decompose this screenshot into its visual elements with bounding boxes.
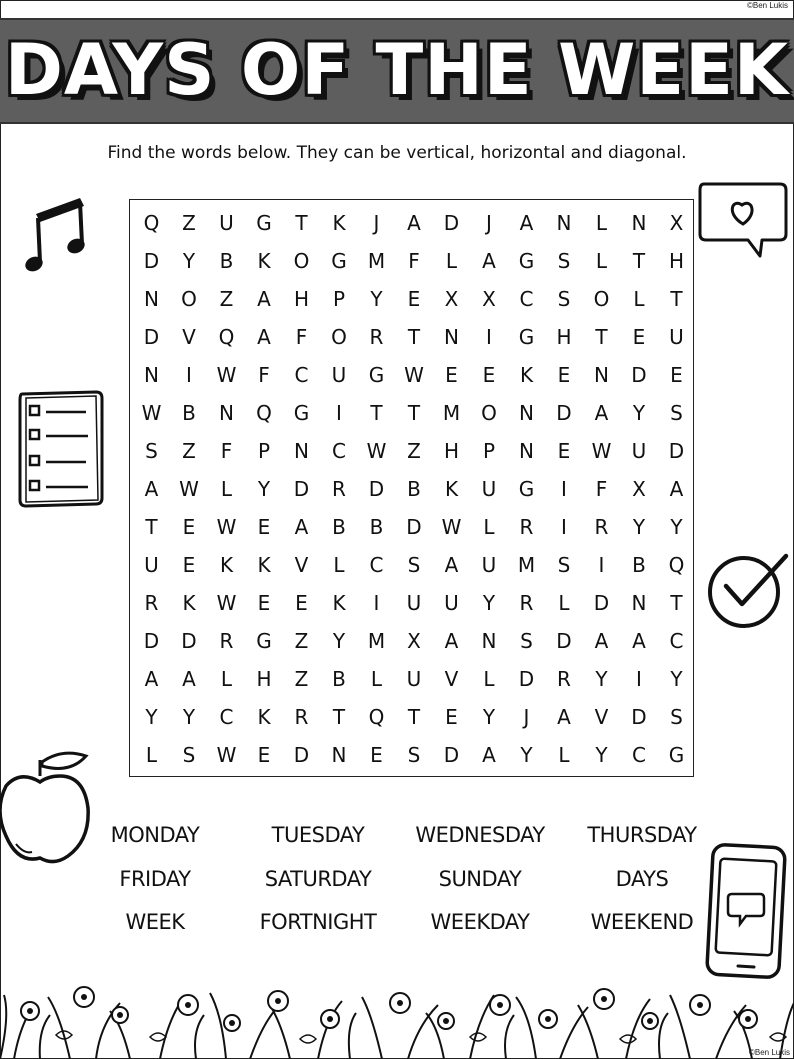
flowers-border [0,975,794,1059]
grid-letter[interactable]: N [144,363,159,387]
grid-letter[interactable]: S [557,287,571,311]
grid-letter[interactable]: C [294,363,309,387]
word-list-item: WEDNESDAY [415,823,545,847]
grid-letter[interactable]: V [182,325,196,349]
grid-letter[interactable]: T [295,211,308,235]
grid-letter[interactable]: Y [145,705,158,729]
grid-letter[interactable]: A [182,667,196,691]
grid-row [130,660,695,698]
grid-letter[interactable]: Y [595,667,608,691]
grid-row [130,470,695,508]
grid-letter[interactable]: D [556,401,572,425]
grid-letter[interactable]: D [443,211,460,235]
grid-letter[interactable]: Q [668,553,685,577]
grid-letter[interactable]: U [406,667,422,691]
copyright-bottom: ©Ben Lukis [748,1048,790,1057]
grid-letter[interactable]: R [519,515,534,539]
grid-letter[interactable]: H [668,249,685,273]
grid-letter[interactable]: T [407,325,421,349]
grid-letter[interactable]: U [144,553,159,577]
grid-letter[interactable]: D [518,667,535,691]
grid-letter[interactable]: Q [256,401,272,425]
grid-letter[interactable]: N [631,211,647,235]
grid-letter[interactable]: K [257,705,271,729]
word-list-item: THURSDAY [587,823,697,847]
grid-letter[interactable]: I [373,591,380,615]
grid-letter[interactable]: A [257,325,271,349]
grid-letter[interactable]: S [407,553,421,577]
grid-row [130,584,695,622]
grid-letter[interactable]: A [144,667,159,691]
grid-letter[interactable]: F [258,363,270,387]
grid-letter[interactable]: G [331,249,347,273]
grid-letter[interactable]: E [257,515,271,539]
grid-letter[interactable]: P [482,439,496,463]
grid-letter[interactable]: W [216,363,237,387]
grid-row [130,622,695,660]
grid-letter[interactable]: G [256,629,272,653]
grid-letter[interactable]: W [404,363,424,387]
grid-letter[interactable]: T [670,287,683,311]
grid-letter[interactable]: R [557,667,571,691]
grid-row [130,280,695,318]
grid-letter[interactable]: Y [257,477,271,501]
grid-letter[interactable]: V [294,553,309,577]
word-list-item: TUESDAY [271,823,365,847]
grid-letter[interactable]: T [670,591,683,615]
grid-letter[interactable]: J [523,705,530,729]
copyright-top: ©Ben Lukis [746,1,788,10]
grid-letter[interactable]: M [517,553,536,577]
grid-letter[interactable]: H [256,667,272,691]
grid-letter[interactable]: G [293,401,310,425]
grid-letter[interactable]: C [669,629,684,653]
grid-letter[interactable]: Z [182,211,196,235]
word-list-item: FORTNIGHT [259,910,377,934]
grid-letter[interactable]: Y [482,705,496,729]
grid-letter[interactable]: U [331,363,347,387]
word-list-item: SATURDAY [264,867,372,891]
grid-letter[interactable]: W [216,743,237,767]
grid-letter[interactable]: D [143,249,160,273]
grid-letter[interactable]: J [486,211,492,235]
grid-letter[interactable]: X [444,287,459,311]
grid-letter[interactable]: T [370,401,383,425]
grid-row [130,698,695,736]
grid-letter[interactable]: S [557,553,571,577]
grid-letter[interactable]: E [445,363,458,387]
grid-letter[interactable]: U [669,325,684,349]
grid-letter[interactable]: E [557,363,571,387]
grid-letter[interactable]: K [332,211,346,235]
grid-letter[interactable]: R [144,591,159,615]
grid-letter[interactable]: K [519,363,534,387]
grid-letter[interactable]: F [295,325,308,349]
grid-letter[interactable]: G [518,249,535,273]
grid-letter[interactable]: A [444,553,459,577]
grid-letter[interactable]: A [632,629,646,653]
grid-row [130,736,695,774]
grid-letter[interactable]: D [293,743,310,767]
grid-letter[interactable]: N [219,401,234,425]
grid-letter[interactable]: G [256,211,272,235]
grid-letter[interactable]: F [408,249,420,273]
grid-letter[interactable]: Z [219,287,234,311]
grid-letter[interactable]: I [598,553,605,577]
grid-letter[interactable]: I [486,325,492,349]
grid-letter[interactable]: E [407,287,421,311]
grid-letter[interactable]: D [293,477,310,501]
grid-letter[interactable]: S [182,743,196,767]
grid-letter[interactable]: Z [182,439,196,463]
grid-letter[interactable]: Z [294,667,309,691]
grid-row [130,508,695,546]
grid-letter[interactable]: R [294,705,309,729]
grid-letter[interactable]: Y [182,705,196,729]
grid-letter[interactable]: E [370,743,383,767]
grid-letter[interactable]: S [145,439,158,463]
grid-row [130,394,695,432]
grid-letter[interactable]: O [481,401,497,425]
grid-letter[interactable]: L [595,249,608,273]
grid-letter[interactable]: M [367,249,386,273]
grid-letter[interactable]: T [145,515,158,539]
grid-letter[interactable]: S [407,743,421,767]
grid-letter[interactable]: X [482,287,496,311]
grid-letter[interactable]: J [373,211,380,235]
grid-letter[interactable]: T [595,325,608,349]
grid-letter[interactable]: K [182,591,196,615]
grid-letter[interactable]: D [143,325,160,349]
grid-letter[interactable]: I [186,363,192,387]
grid-letter[interactable]: U [481,477,497,501]
grid-letter[interactable]: O [593,287,610,311]
grid-letter[interactable]: X [669,211,684,235]
grid-letter[interactable]: A [594,401,609,425]
grid-letter[interactable]: T [407,705,421,729]
grid-letter[interactable]: Y [332,629,346,653]
grid-row [130,204,695,242]
grid-letter[interactable]: E [257,743,271,767]
grid-letter[interactable]: S [670,401,683,425]
grid-letter[interactable]: E [182,553,196,577]
grid-letter[interactable]: Q [143,211,160,235]
grid-letter[interactable]: B [369,515,384,539]
grid-letter[interactable]: W [179,477,199,501]
grid-letter[interactable]: A [482,743,496,767]
grid-letter[interactable]: G [668,743,685,767]
grid-letter[interactable]: L [145,743,158,767]
grid-letter[interactable]: A [594,629,609,653]
grid-letter[interactable]: Y [595,743,608,767]
grid-letter[interactable]: I [336,401,342,425]
grid-letter[interactable]: Q [218,325,235,349]
grid-letter[interactable]: N [594,363,609,387]
grid-letter[interactable]: D [406,515,422,539]
grid-letter[interactable]: N [556,211,572,235]
grid-letter[interactable]: N [631,591,647,615]
word-list-item: DAYS [615,867,669,891]
grid-letter[interactable]: A [144,477,159,501]
grid-letter[interactable]: Z [407,439,421,463]
page-title: DAYS OF THE WEEK [4,29,790,111]
grid-letter[interactable]: C [519,287,534,311]
grid-letter[interactable]: L [633,287,645,311]
grid-letter[interactable]: D [443,743,460,767]
grid-letter[interactable]: T [332,705,346,729]
grid-letter[interactable]: W [441,515,462,539]
grid-letter[interactable]: U [481,553,497,577]
grid-letter[interactable]: V [594,705,609,729]
word-list-item: WEEK [125,910,185,934]
grid-letter[interactable]: S [670,705,683,729]
grid-letter[interactable]: K [257,249,271,273]
grid-letter[interactable]: D [181,629,197,653]
grid-letter[interactable]: D [593,591,610,615]
word-list-item: WEEKEND [590,910,694,934]
grid-letter[interactable]: L [220,667,233,691]
grid-letter[interactable]: R [332,477,346,501]
speech-heart-icon [696,178,790,262]
grid-letter[interactable]: L [333,553,345,577]
grid-row [130,546,695,584]
grid-letter[interactable]: K [444,477,459,501]
grid-letter[interactable]: O [331,325,347,349]
grid-letter[interactable]: D [556,629,572,653]
grid-letter[interactable]: T [407,401,421,425]
grid-letter[interactable]: D [143,629,160,653]
grid-letter[interactable]: B [219,249,234,273]
grid-row [130,356,695,394]
grid-letter[interactable]: K [219,553,234,577]
grid-letter[interactable]: L [483,515,495,539]
grid-letter[interactable]: C [369,553,384,577]
grid-letter[interactable]: D [631,363,647,387]
word-list-item: FRIDAY [119,867,191,891]
grid-letter[interactable]: A [557,705,571,729]
grid-letter[interactable]: P [332,287,346,311]
grid-letter[interactable]: A [407,211,421,235]
word-list [75,815,725,955]
grid-letter[interactable]: I [561,477,567,501]
grid-letter[interactable]: C [219,705,234,729]
grid-letter[interactable]: W [216,515,237,539]
grid-letter[interactable]: C [332,439,346,463]
grid-letter[interactable]: V [444,667,459,691]
grid-letter[interactable]: Q [368,705,385,729]
grid-letter[interactable]: B [332,667,346,691]
grid-letter[interactable]: U [406,591,422,615]
grid-letter[interactable]: R [519,591,534,615]
grid-letter[interactable]: Y [632,401,646,425]
checkmark-circle-icon [704,548,790,632]
grid-letter[interactable]: Y [182,249,196,273]
checklist-icon [16,388,106,508]
grid-letter[interactable]: K [257,553,271,577]
grid-letter[interactable]: D [668,439,685,463]
grid-letter[interactable]: U [219,211,234,235]
grid-letter[interactable]: D [631,705,647,729]
grid-letter[interactable]: G [518,325,535,349]
grid-letter[interactable]: Y [520,743,533,767]
grid-row [130,242,695,280]
grid-letter[interactable]: E [182,515,196,539]
grid-letter[interactable]: L [558,591,570,615]
grid-letter[interactable]: N [444,325,459,349]
grid-letter[interactable]: Y [632,515,646,539]
grid-letter[interactable]: A [482,249,496,273]
grid-letter[interactable]: E [295,591,308,615]
grid-letter[interactable]: E [557,439,571,463]
grid-letter[interactable]: N [481,629,497,653]
grid-letter[interactable]: F [595,477,608,501]
grid-letter[interactable]: N [519,439,534,463]
word-search-grid [129,199,694,777]
word-list-item: WEEKDAY [430,910,530,934]
grid-letter[interactable]: W [216,591,237,615]
grid-letter[interactable]: U [631,439,647,463]
grid-letter[interactable]: Z [294,629,309,653]
grid-letter[interactable]: E [482,363,496,387]
grid-letter[interactable]: A [294,515,309,539]
grid-letter[interactable]: N [331,743,347,767]
grid-letter[interactable]: S [557,249,571,273]
grid-letter[interactable]: E [257,591,271,615]
grid-letter[interactable]: Y [670,667,683,691]
grid-letter[interactable]: L [595,211,608,235]
word-list-item: MONDAY [110,823,200,847]
grid-letter[interactable]: L [220,477,233,501]
grid-letter[interactable]: B [632,553,646,577]
grid-letter[interactable]: I [561,515,567,539]
grid-letter[interactable]: R [369,325,384,349]
grid-letter[interactable]: H [443,439,460,463]
grid-letter[interactable]: G [518,477,535,501]
grid-letter[interactable]: A [444,629,459,653]
grid-letter[interactable]: L [558,743,570,767]
grid-row [130,432,695,470]
music-note-icon [22,192,94,277]
grid-letter[interactable]: A [669,477,684,501]
grid-letter[interactable]: X [632,477,646,501]
grid-letter[interactable]: U [444,591,459,615]
grid-letter[interactable]: K [332,591,346,615]
grid-letter[interactable]: R [594,515,609,539]
grid-letter[interactable]: N [294,439,309,463]
grid-letter[interactable]: Y [370,287,383,311]
grid-letter[interactable]: H [556,325,572,349]
grid-letter[interactable]: L [483,667,495,691]
grid-letter[interactable]: I [636,667,642,691]
grid-letter[interactable]: B [182,401,196,425]
grid-letter[interactable]: C [632,743,646,767]
grid-letter[interactable]: O [293,249,310,273]
grid-letter[interactable]: T [632,249,646,273]
grid-letter[interactable]: Y [482,591,496,615]
grid-letter[interactable]: E [445,705,458,729]
grid-letter[interactable]: G [368,363,385,387]
grid-letter[interactable]: M [442,401,461,425]
grid-letter[interactable]: B [332,515,346,539]
grid-letter[interactable]: F [220,439,233,463]
grid-letter[interactable]: S [520,629,533,653]
grid-row [130,318,695,356]
grid-letter[interactable]: W [591,439,612,463]
grid-letter[interactable]: B [407,477,421,501]
grid-letter[interactable]: L [370,667,383,691]
grid-letter[interactable]: R [219,629,234,653]
grid-letter[interactable]: N [144,287,159,311]
instructions: Find the words below. They can be vertical, horizontal and diagonal. [107,143,687,163]
grid-letter[interactable]: A [519,211,534,235]
grid-letter[interactable]: O [181,287,197,311]
grid-letter[interactable]: A [257,287,271,311]
grid-letter[interactable]: D [368,477,385,501]
grid-letter[interactable]: Y [670,515,683,539]
grid-letter[interactable]: P [257,439,271,463]
grid-letter[interactable]: E [670,363,683,387]
word-list-item: SUNDAY [438,867,522,891]
grid-letter[interactable]: N [519,401,534,425]
grid-letter[interactable]: W [366,439,387,463]
grid-letter[interactable]: X [407,629,421,653]
grid-letter[interactable]: M [367,629,386,653]
grid-letter[interactable]: W [141,401,162,425]
grid-letter[interactable]: H [293,287,310,311]
grid-letter[interactable]: L [445,249,458,273]
grid-letter[interactable]: E [632,325,646,349]
